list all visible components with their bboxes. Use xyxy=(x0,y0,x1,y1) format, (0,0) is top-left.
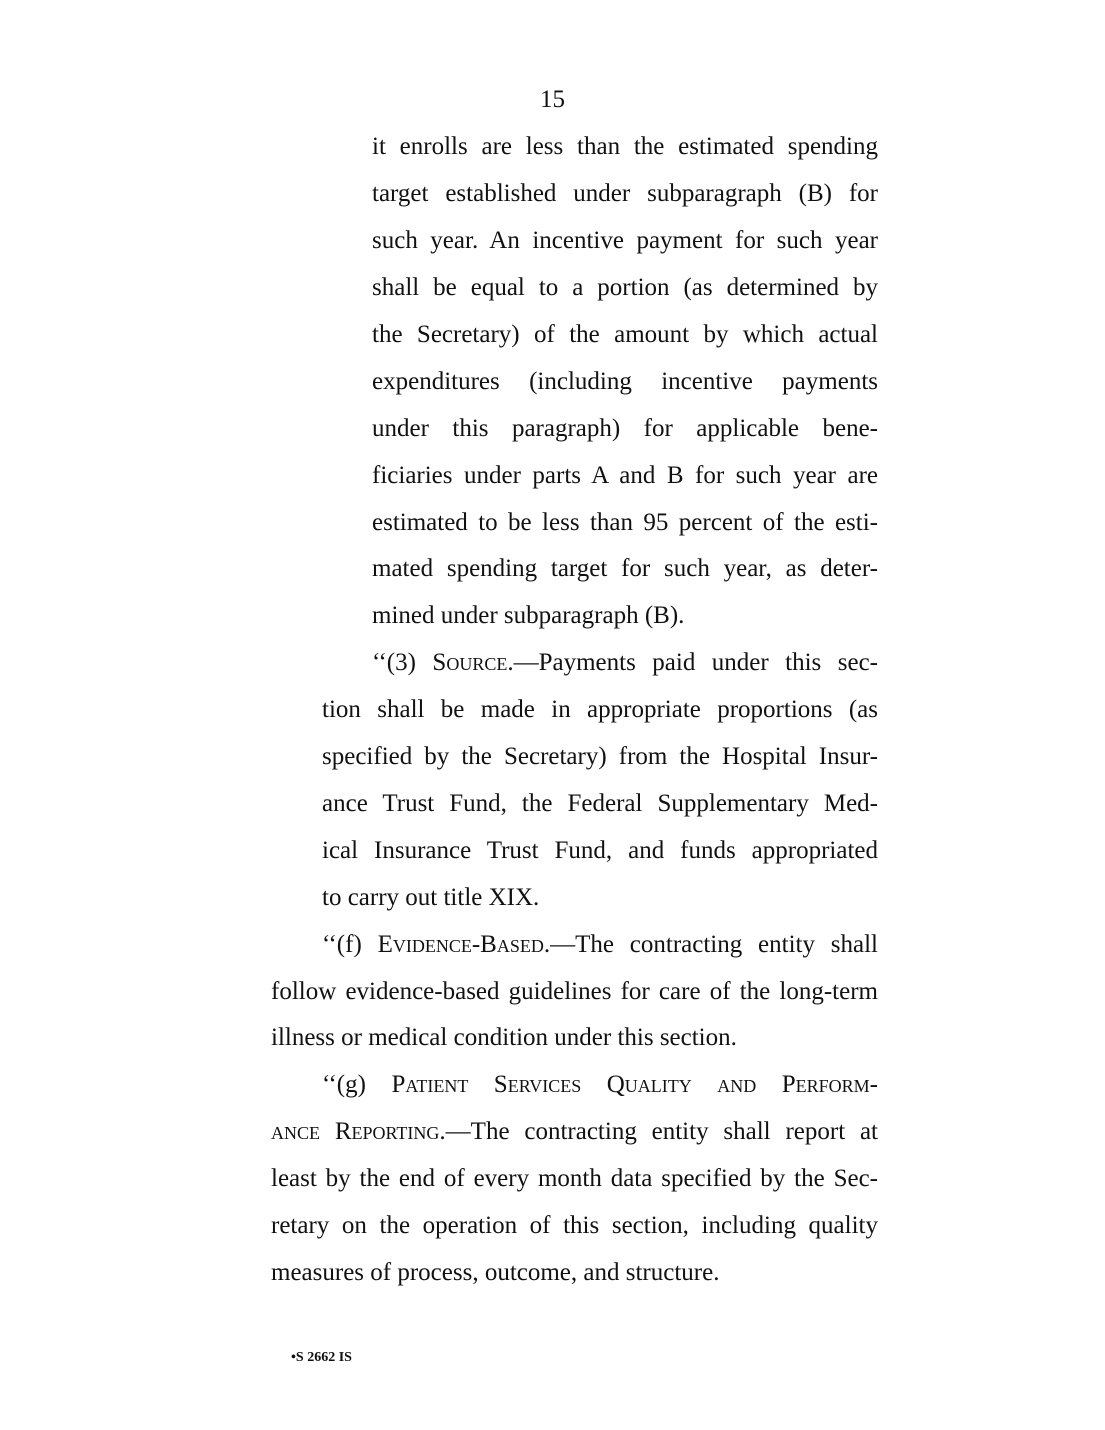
line-text: ficiaries under parts A and B for such year are xyxy=(372,462,878,489)
line-text: under this paragraph) for applicable bene- xyxy=(372,415,878,442)
line-text: ical Insurance Trust Fund, and funds appropriated xyxy=(322,837,878,864)
line-text xyxy=(322,1065,878,1105)
line-text: ance Trust Fund, the Federal Supplementary Med- xyxy=(322,790,878,817)
page-number: 15 xyxy=(540,86,565,113)
line-text xyxy=(372,643,878,683)
section-heading: ance Reporting xyxy=(271,1118,440,1145)
line-text: expenditures (including incentive payments xyxy=(372,368,878,395)
section-heading: Patient Services Quality and Perform- xyxy=(391,1071,879,1098)
line-text: mined under subparagraph (B). xyxy=(372,602,685,629)
line-text: least by the end of every month data specified by the Sec- xyxy=(271,1165,878,1192)
section-heading: Source xyxy=(432,649,508,676)
line-text xyxy=(322,925,878,965)
line-text: to carry out title XIX. xyxy=(322,884,540,911)
line-text: the Secretary) of the amount by which actual xyxy=(372,321,878,348)
line-text: retary on the operation of this section, including quality xyxy=(271,1212,878,1239)
subsection-label: ‘‘(f) xyxy=(322,931,378,958)
line-text: follow evidence-based guidelines for care of the long-term xyxy=(271,978,878,1005)
line-text: mated spending target for such year, as deter- xyxy=(372,555,878,582)
line-text: shall be equal to a portion (as determined by xyxy=(372,274,878,301)
section-heading: Evidence-Based xyxy=(377,931,544,958)
line-text xyxy=(271,1112,878,1152)
line-text: measures of process, outcome, and structure. xyxy=(271,1259,720,1286)
paragraph-label: ‘‘(3) xyxy=(372,649,433,676)
line-text: tion shall be made in appropriate proportions (as xyxy=(322,696,878,723)
line-text: target established under subparagraph (B) for xyxy=(372,180,878,207)
line-text-rest: .—The contracting entity shall xyxy=(543,931,879,958)
line-text-rest: .—The contracting entity shall report at xyxy=(439,1118,879,1145)
line-text: estimated to be less than 95 percent of the esti- xyxy=(372,509,878,536)
bill-identifier: •S 2662 IS xyxy=(291,1350,352,1365)
line-text: it enrolls are less than the estimated spending xyxy=(372,133,878,160)
line-text: illness or medical condition under this section. xyxy=(271,1024,737,1051)
subsection-label: ‘‘(g) xyxy=(322,1071,392,1098)
line-text: specified by the Secretary) from the Hospital Insur- xyxy=(322,743,878,770)
line-text: such year. An incentive payment for such year xyxy=(372,227,878,254)
line-text-rest: .—Payments paid under this sec- xyxy=(507,649,878,676)
